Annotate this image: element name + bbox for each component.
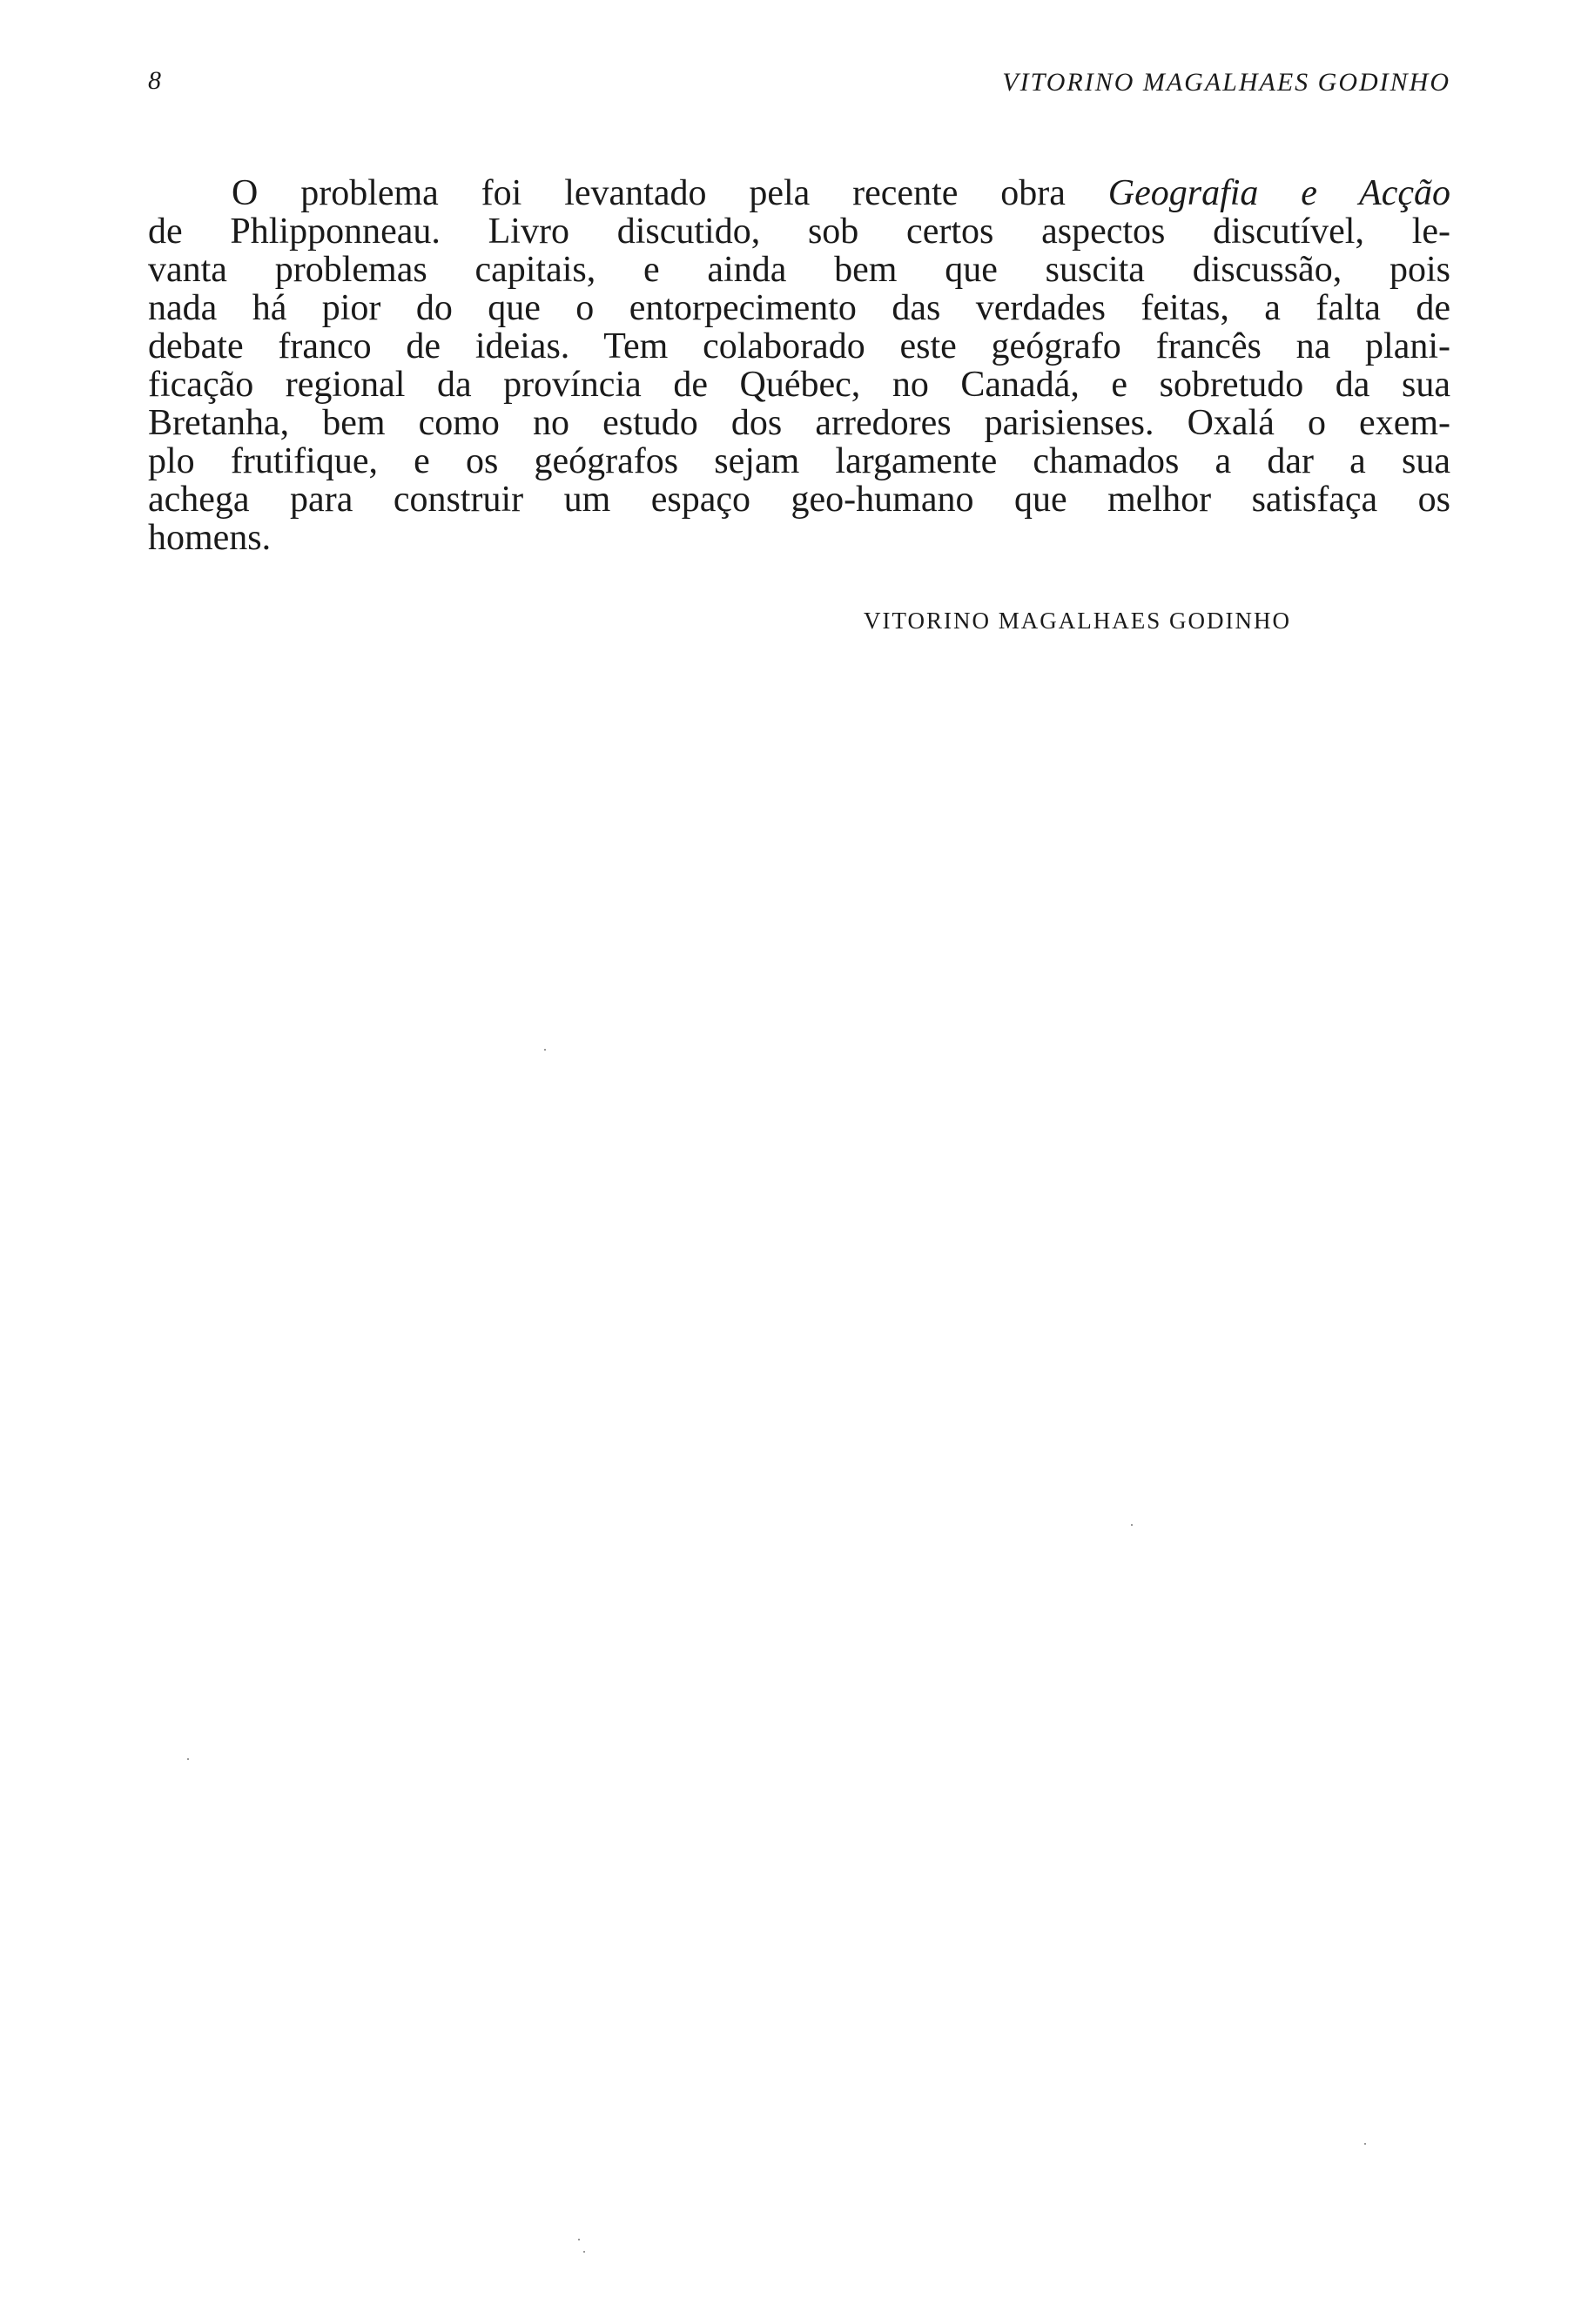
text-line — [148, 251, 1450, 289]
text-line — [148, 366, 1450, 404]
body-paragraph — [148, 174, 1450, 557]
text-line — [148, 212, 1450, 251]
running-head: VITORINO MAGALHAES GODINHO — [1002, 68, 1450, 97]
scan-speck — [544, 1049, 546, 1051]
italic-title: Geografia e Acção — [1107, 173, 1450, 213]
author-signature: VITORINO MAGALHAES GODINHO — [864, 608, 1291, 634]
scan-speck — [578, 2239, 580, 2240]
text-line — [148, 327, 1450, 366]
page-number: 8 — [148, 66, 161, 95]
text-segment: O problema foi levantado pela recente obra — [232, 173, 1108, 213]
scan-speck — [187, 1758, 189, 1760]
text-segment: de Phlipponneau. Livro discutido, sob certos aspectos discutível, le- — [148, 212, 1450, 252]
text-line — [148, 519, 1450, 557]
text-line — [148, 404, 1450, 442]
scan-speck — [1131, 1524, 1133, 1526]
scan-speck — [583, 2251, 585, 2253]
text-line — [148, 174, 1450, 212]
text-line — [148, 442, 1450, 480]
text-segment: vanta problemas capitais, e ainda bem que suscita discussão, pois — [148, 250, 1450, 290]
text-segment: debate franco de ideias. Tem colaborado este geógrafo francês na plani- — [148, 326, 1450, 366]
text-line — [148, 480, 1450, 519]
text-segment: Bretanha, bem como no estudo dos arredores parisienses. Oxalá o exem- — [148, 403, 1450, 443]
text-segment: plo frutifique, e os geógrafos sejam largamente chamados a dar a sua — [148, 441, 1450, 481]
text-segment: ficação regional da província de Québec, no Canadá, e sobretudo da sua — [148, 365, 1450, 405]
text-segment: nada há pior do que o entorpecimento das verdades feitas, a falta de — [148, 288, 1450, 328]
scan-speck — [1364, 2143, 1366, 2145]
text-line — [148, 289, 1450, 327]
text-segment: homens. — [148, 518, 272, 558]
text-segment: achega para construir um espaço geo-humano que melhor satisfaça os — [148, 480, 1450, 520]
